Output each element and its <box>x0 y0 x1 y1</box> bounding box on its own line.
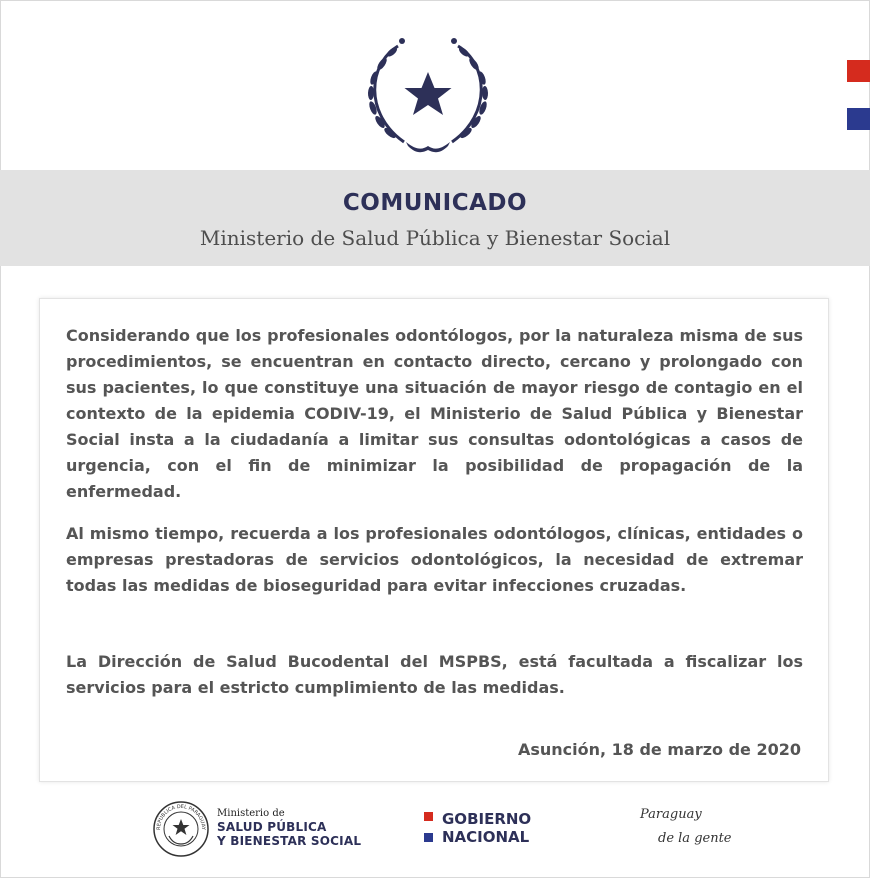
ministry-line3: Y BIENESTAR SOCIAL <box>217 834 362 848</box>
statement-paragraph: Considerando que los profesionales odontólogos, por la naturaleza misma de sus procedimientos, se encuentran en contacto directo, cercano y prolongado con sus pacientes, lo que constituye una situación de mayor riesgo de contagio en el contexto de la epidemia CODIV-19, el Ministerio de Salud Pública y Bienestar Social insta a la ciudadanía a limitar sus consultas odontológicas a casos de urgencia, con el fin de minimizar la posibilidad de propagación de la enfermedad. <box>66 326 803 501</box>
statement-card <box>39 298 829 782</box>
ministry-line1: Ministerio de <box>217 808 285 819</box>
seal-ring-text: REPÚBLICA DEL PARAGUAY <box>155 803 207 831</box>
gov-line1: GOBIERNO <box>442 810 532 828</box>
gov-flag-marks <box>424 812 435 842</box>
star-wreath-icon <box>358 32 498 156</box>
ministry-line2: SALUD PÚBLICA <box>217 820 327 834</box>
page-title: COMUNICADO <box>342 190 528 216</box>
gobierno-nacional-logo <box>442 810 531 846</box>
ministry-logo <box>217 808 361 848</box>
gov-line2: NACIONAL <box>442 828 530 846</box>
national-seal-icon <box>152 800 210 858</box>
slogan-line2: de la gente <box>658 831 732 846</box>
slogan-logo <box>636 800 736 850</box>
place-date: Asunción, 18 de marzo de 2020 <box>517 740 801 759</box>
page-subtitle: Ministerio de Salud Pública y Bienestar Social <box>199 226 671 250</box>
flag-blue-block <box>847 108 870 130</box>
flag-red-block <box>847 60 870 82</box>
statement-paragraph: La Dirección de Salud Bucodental del MSPBS, está facultada a fiscalizar los servicios para el estricto cumplimiento de las medidas. <box>66 652 803 697</box>
slogan-line1: Paraguay <box>640 807 702 822</box>
statement-paragraph: Al mismo tiempo, recuerda a los profesionales odontólogos, clínicas, entidades o empresas prestadoras de servicios odontológicos, la necesidad de extremar todas las medidas de bioseguridad para evitar infecciones cruzadas. <box>66 524 803 595</box>
header-band <box>0 170 870 266</box>
